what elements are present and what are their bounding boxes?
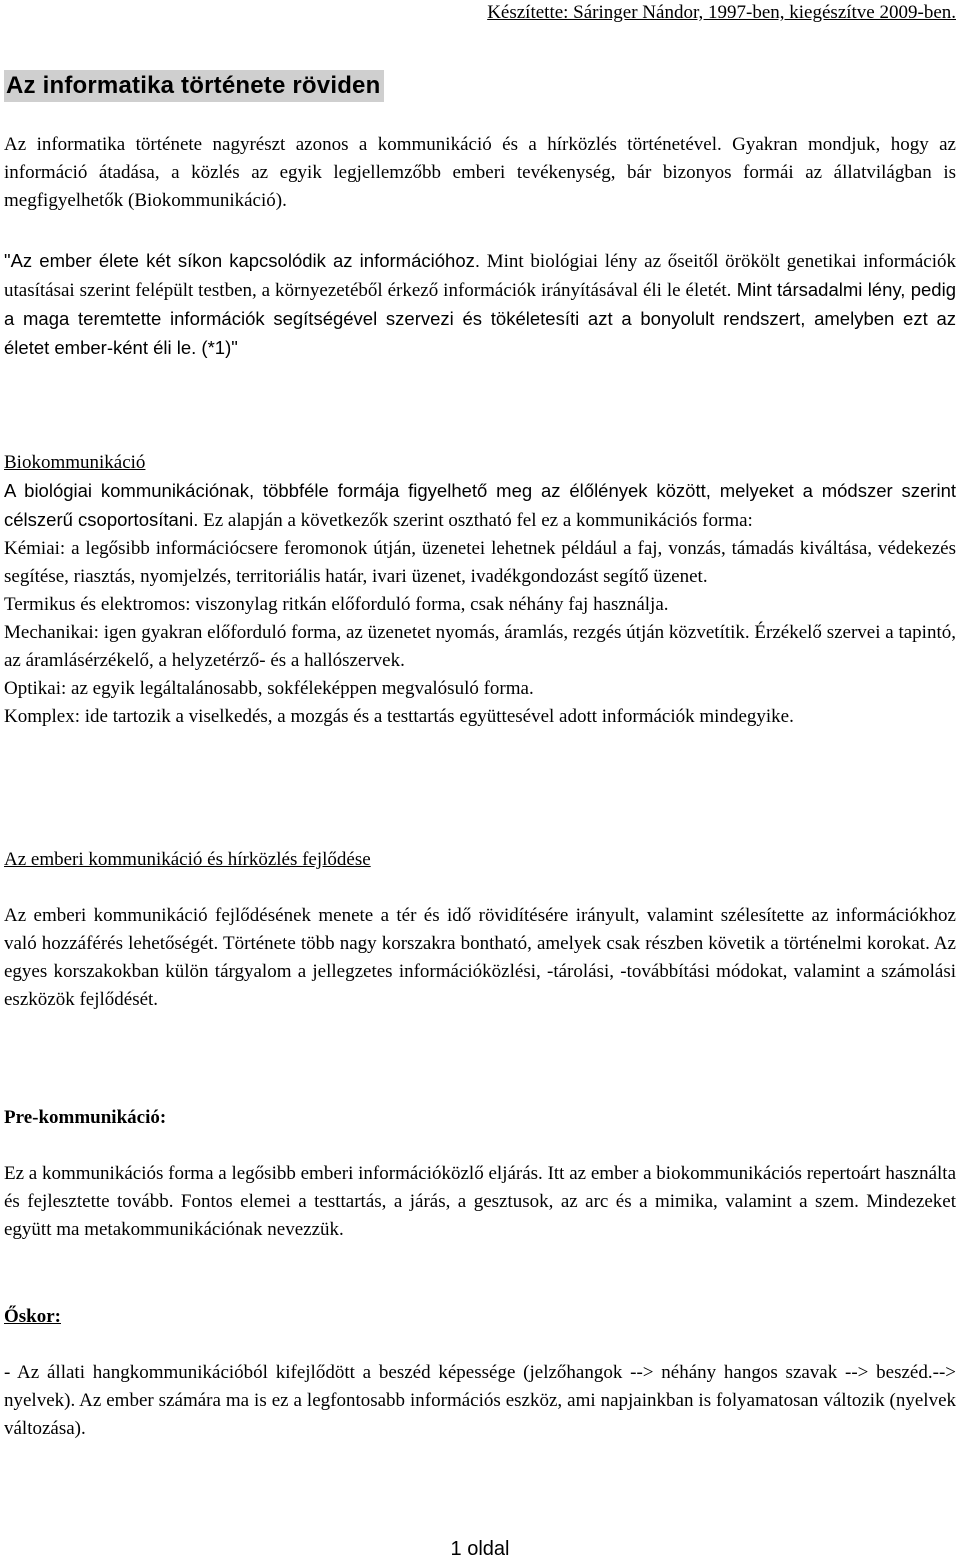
human-section — [4, 846, 956, 874]
precomm-section — [4, 1104, 956, 1132]
precomm-paragraph: Ez a kommunikációs forma a legősibb emberi információközlő eljárás. Itt az ember a biokommunikációs repertoárt használta és fejlesztette tovább. Fontos elemei a testtartás, a járás, a gesztusok, az arc és a mimika, valamint a szem. Mindezeket együtt ma metakommunikációnak nevezzük. — [4, 1163, 956, 1240]
quote-part-3: Mint társadalmi lény, pedig a maga teremtette információk segítségével szervezi és tökéletesíti azt a bonyolult rendszert, amelyben ezt az életet ember-ként éli le. (*1)" — [4, 279, 956, 358]
human-body — [4, 902, 956, 1014]
author-credit: Készítette: Sáringer Nándor, 1997-ben, kiegészítve 2009-ben. — [487, 2, 956, 23]
bio-complex: Komplex: ide tartozik a viselkedés, a mozgás és a testtartás együttesével adott információk mindegyike. — [4, 706, 794, 727]
ancient-body — [4, 1359, 956, 1443]
bio-intro — [4, 477, 956, 535]
ancient-paragraph: - Az állati hangkommunikációból kifejlődött a beszéd képessége (jelzőhangok --> néhány hangos szavak --> beszéd.--> nyelvek). Az ember számára ma is ez a legfontosabb információs eszköz, ami napjainkban is folyamatosan változik (nyelvek változása). — [4, 1362, 956, 1439]
quote-part-2: Mint biológiai lény az őseitől örökölt genetikai információk utasításai szerint felépült testben, a környezetéből érkező információk irányításával éli le életét. — [4, 251, 957, 301]
page-title: Az informatika története röviden — [4, 70, 384, 102]
quote-section — [4, 247, 956, 363]
bio-chemical: Kémiai: a legősibb információcsere feromonok útján, üzenetei lehetnek például a faj, vonzás, támadás kiváltása, védekezés segítése, riasztás, nyomjelzés, territoriális határ, ivari üzenet, ivadékgondozást segítő üzenet. — [4, 538, 956, 587]
precomm-body — [4, 1160, 956, 1244]
bio-intro-b: Ez alapján a következők szerint osztható fel ez a kommunikációs forma: — [198, 510, 753, 531]
intro-paragraph: Az informatika története nagyrészt azonos a kommunikáció és a hírközlés történetével. Gyakran mondjuk, hogy az információ átadása, a közlés az egyik legjellemzőbb emberi tevékenység, bár bizonyos formái az állatvilágban is megfigyelhetők (Biokommunikáció). — [4, 134, 956, 211]
intro-section — [4, 131, 956, 215]
biokommunikacio-section — [4, 449, 956, 731]
quote-part-1: "Az ember élete két síkon kapcsolódik az információhoz. — [4, 250, 480, 271]
bio-optical: Optikai: az egyik legáltalánosabb, sokféleképpen megvalósuló forma. — [4, 678, 534, 699]
human-heading: Az emberi kommunikáció és hírközlés fejlődése — [4, 849, 371, 870]
bio-thermal: Termikus és elektromos: viszonylag ritkán előforduló forma, csak néhány faj használja. — [4, 594, 669, 615]
ancient-heading: Őskor: — [4, 1306, 61, 1327]
page-number: 1 oldal — [450, 1538, 510, 1560]
ancient-section — [4, 1303, 956, 1331]
bio-heading: Biokommunikáció — [4, 452, 146, 473]
human-paragraph: Az emberi kommunikáció fejlődésének menete a tér és idő rövidítésére irányult, valamint szélesítette az információkhoz való hozzáférés lehetőségét. Története több nagy korszakra bontható, amelyek csak részben követik a történelmi korokat. Az egyes korszakokban külön tárgyalom a jellegzetes információközlési, -tárolási, -továbbítási módokat, valamint a számolási eszközök fejlődését. — [4, 905, 956, 1010]
bio-mechanical: Mechanikai: igen gyakran előforduló forma, az üzenetet nyomás, áramlás, rezgés útján közvetítik. Érzékelő szervei a tapintó, az áramlásérzékelő, a helyzetérző- és a hallószervek. — [4, 622, 956, 671]
precomm-heading: Pre-kommunikáció: — [4, 1107, 167, 1128]
bio-intro-a: A biológiai kommunikációnak, többféle formája figyelhető meg az élőlények között, melyeket a módszer szerint célszerű csoportosítani. — [4, 480, 956, 530]
